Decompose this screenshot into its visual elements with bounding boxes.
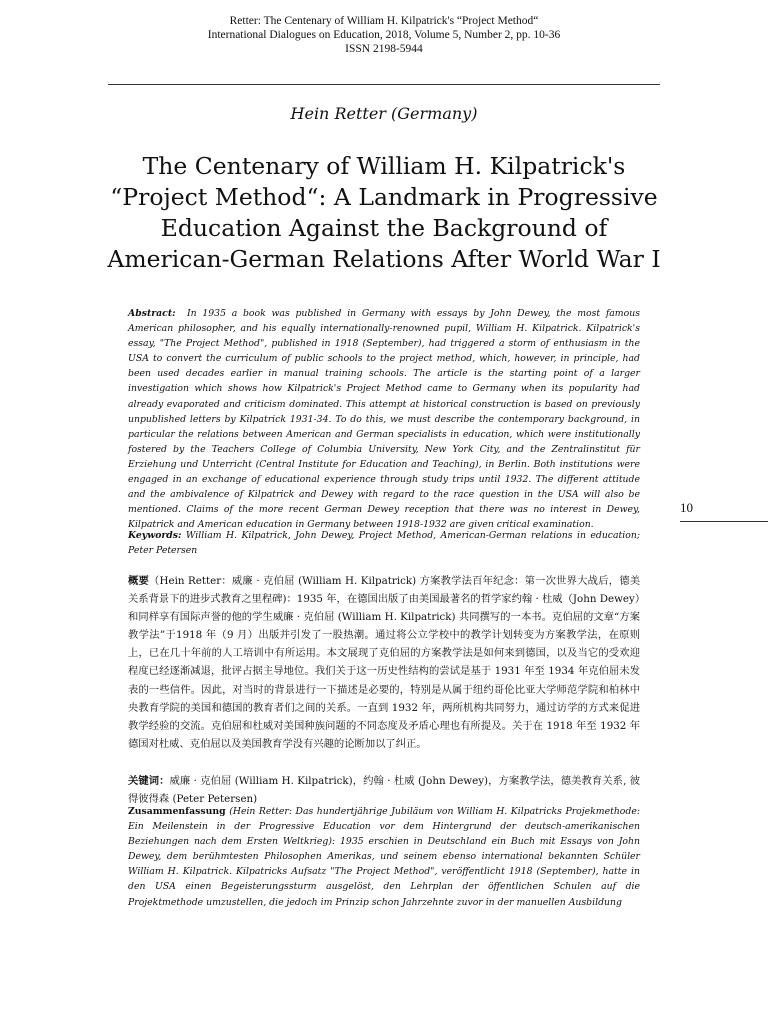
keywords-label: Keywords: [128,530,182,541]
chinese-keywords-paragraph [128,772,640,808]
title-line-3: Education Against the Background of [160,214,608,242]
title-line-2: “Project Method“: A Landmark in Progressive [110,183,658,211]
abstract-label: Abstract: [128,308,176,319]
header-line-issn: ISSN 2198-5944 [345,43,423,55]
chinese-abstract-text: （Hein Retter：威廉 · 克伯屈 (William H. Kilpatrick) 方案教学法百年纪念：第一次世界大战后，德美关系背景下的进步式教育之里程碑)：1935 年，在德国出版了由美国最著名的哲学家约翰 · 杜威（John Dewey）和同样享有国际声誉的他的学生威廉 · 克伯屈 (William H. Kilpatrick) 共同撰写的一本书。克伯屈的文章“方案教学法”于1918 年（9 月）出版并引发了一股热潮。通过将公立学校中的教学计划转变为方案教学法，在原则上，已在几十年前的人工培训中有所运用。本文展现了克伯屈的方案教学法是如何来到德国，以及当它的受欢迎程度已经逐渐减退，批评占据主导地位。我们关于这一历史性结构的尝试是基于 1931 年至 1934 年克伯屈未发表的一些信件。因此，对当时的背景进行一下描述是必要的，特别是从属于纽约哥伦比亚大学师范学院和柏林中央教育学院的美国和德国的教育者们之间的关系。一直到 1932 年，两所机构共同努力，通过访学的方式来促进教学经验的交流。克伯屈和杜威对美国种族问题的不同态度及矛盾心理也有所提及。关于在 1918 年至 1932 年德国对杜威、克伯屈以及美国教育学没有兴趣的论断加以了纠正。 [128,575,640,750]
abstract-text: In 1935 a book was published in Germany with essays by John Dewey, the most famous American philosopher, and his equally internationally-renowned pupil, William H. Kilpatrick. Kilpatrick's essay, "The Project Method", published in 1918 (September), had triggered a storm of enthusiasm in the USA to convert the curriculum of public schools to the project method, which, however, in principle, had been used decades earlier in manual training schools. The article is the starting point of a larger investigation which shows how Kilpatrick's Project Method came to Germany when its popularity had already evaporated and criticism dominated. This attempt at historical construction is based on previously unpublished letters by Kilpatrick 1931-34. To do this, we must describe the contemporary background, in particular the relations between American and German specialists in education, which were institutionally fostered by the Teachers College of Columbia University, New York City, and the Zentralinstitut für Erziehung und Unterricht (Central Institute for Education and Teaching), in Berlin. Both institutions were engaged in an exchange of educational experience through study trips until 1932. The different attitude and the ambivalence of Kilpatrick and Dewey with regard to the race question in the USA will also be mentioned. Claims of the more recent German Dewey reception that there was no interest in Dewey, Kilpatrick and American education in Germany between 1918-1932 are given critical examination. [128,308,640,531]
title-line-1: The Centenary of William H. Kilpatrick's [142,152,626,180]
keywords-paragraph [128,528,640,558]
page-number: 10 [680,500,693,515]
author-line: Hein Retter (Germany) [290,104,478,123]
abstract-paragraph [128,306,640,532]
chinese-abstract-paragraph [128,572,640,753]
zusammenfassung-paragraph [128,804,640,910]
header-rule [108,84,660,85]
chinese-keywords-text: 威廉 · 克伯屈 (William H. Kilpatrick)，约翰 · 杜威 (John Dewey)，方案教学法，德美教育关系, 彼得彼得森 (Peter Petersen) [128,775,640,806]
header-line-journal: International Dialogues on Education, 2018, Volume 5, Number 2, pp. 10-36 [207,29,561,41]
zusammenfassung-label: Zusammenfassung [128,806,226,817]
chinese-abstract-label: 概要 [128,575,150,587]
keywords-text: William H. Kilpatrick, John Dewey, Project Method, American-German relations in education; Peter Petersen [128,530,640,557]
article-title [104,151,664,275]
chinese-keywords-label: 关键词： [128,775,170,787]
header-line-title: Retter: The Centenary of William H. Kilpatrick's “Project Method“ [229,15,539,27]
title-line-4: American-German Relations After World War I [107,245,661,273]
running-header [108,14,660,56]
zusammenfassung-text: (Hein Retter: Das hundertjährige Jubiläum von William H. Kilpatricks Projekmethode: Ein Meilenstein in der Progressive Education vor dem Hintergrund der deutsch-amerikanischen Beziehungen nach dem Ersten Weltkrieg): 1935 erschien in Deutschland ein Buch mit Essays von John Dewey, dem berühmtesten Philosophen Amerikas, und seinem ebenso international bekannten Schüler William H. Kilpatrick. Kilpatricks Aufsatz "The Project Method", veröffentlicht 1918 (September), hatte in den USA einen Begeisterungssturm ausgelöst, den Lehrplan der öffentlichen Schulen auf die Projektmethode umzustellen, die jedoch im Prinzip schon Jahrzehnte zuvor in der manuellen Ausbildung [128,806,640,908]
page-number-rule [680,521,768,522]
